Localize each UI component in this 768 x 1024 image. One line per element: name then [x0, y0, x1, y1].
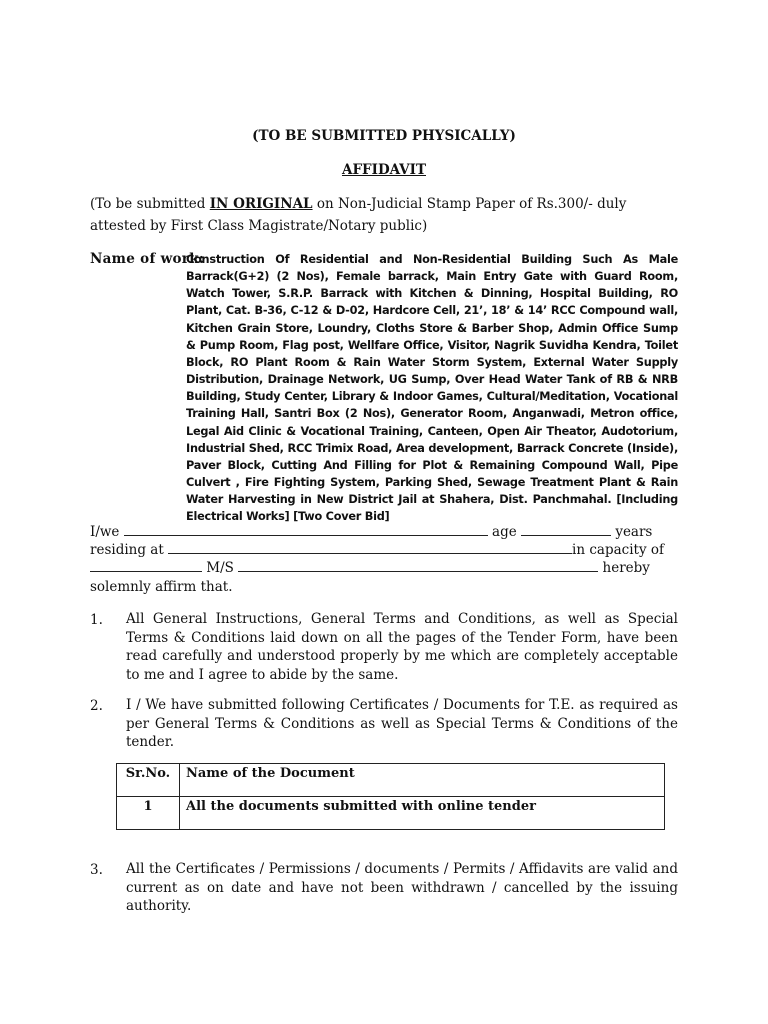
name-blank — [124, 523, 488, 536]
item-text: All the Certificates / Permissions / documents / Permits / Affidavits are valid and current as on date and have not been withdrawn / cancelled by the issuing authority. — [126, 861, 678, 915]
table-cell: All the documents submitted with online tender — [180, 797, 665, 830]
age-blank — [521, 523, 611, 536]
ms-label: M/S — [206, 560, 234, 576]
intro-paragraph — [90, 193, 630, 237]
residing-label: residing at — [90, 542, 164, 558]
residence-blank — [168, 541, 572, 554]
table-row — [117, 797, 665, 830]
submit-note: (TO BE SUBMITTED PHYSICALLY) — [252, 128, 516, 144]
item-text: All General Instructions, General Terms and Conditions, as well as Special Terms & Conditions laid down on all the pages of the Tender Form, have been read carefully and understood properly by me which are completely acceptable to me and I agree to abide by the same. — [126, 611, 678, 683]
item-number: 3. — [90, 862, 103, 878]
item-number: 2. — [90, 698, 103, 714]
firm-blank — [238, 559, 598, 572]
iwe-label: I/we — [90, 524, 120, 540]
years-label: years — [615, 524, 653, 540]
document-title: AFFIDAVIT — [342, 162, 426, 178]
table-header-cell: Sr.No. — [117, 764, 180, 797]
table-header-row — [117, 764, 665, 797]
intro-text-2: on Non-Judicial Stamp Paper of Rs.300/- duly attested by First Class Magistrate/Notary public) — [90, 196, 627, 234]
declaration-line-2 — [90, 541, 664, 559]
declaration-line-1 — [90, 523, 652, 541]
documents-table — [116, 763, 665, 830]
name-of-work-text: Construction Of Residential and Non-Residential Building Such As Male Barrack(G+2) (2 Nos), Female barrack, Main Entry Gate with Guard Room, Watch Tower, S.R.P. Barrack with Kitchen & Dinning, Hospital Building, RO Plant, Cat. B-36, C-12 & D-02, Hardcore Cell, 21’, 18’ & 14’ RCC Compound wall, Kitchen Grain Store, Loundry, Cloths Store & Barber Shop, Admin Office Sump & Pump Room, Flag post, Wellfare Office, Visitor, Nagrik Suvidha Kendra, Toilet Block, RO Plant Room & Rain Water Storm System, External Water Supply Distribution, Drainage Network, UG Sump, Over Head Water Tank of RB & NRB Building, Study Center, Library & Indoor Games, Cultural/Meditation, Vocational Training Hall, Santri Box (2 Nos), Generator Room, Anganwadi, Metron office, Legal Aid Clinic & Vocational Training, Canteen, Open Air Theator, Audotorium, Industrial Shed, RCC Trimix Road, Area development, Barrack Concrete (Inside), Paver Block, Cutting And Filling for Plot & Remaining Compound Wall, Pipe Culvert , Fire Fighting System, Parking Shed, Sewage Treatment Plant & Rain Water Harvesting in New District Jail at Shahera, Dist. Panchmahal. [Including Electrical Works] [Two Cover Bid] — [186, 253, 678, 524]
hereby-label: hereby — [602, 560, 650, 576]
table-header-cell: Name of the Document — [180, 764, 665, 797]
capacity-blank — [90, 559, 202, 572]
declaration-line-3 — [90, 559, 650, 577]
age-label: age — [492, 524, 517, 540]
intro-text-1: (To be submitted — [90, 196, 210, 212]
table-cell: 1 — [117, 797, 180, 830]
declaration-line-4: solemnly affirm that. — [90, 579, 233, 595]
capacity-label: in capacity of — [572, 542, 664, 558]
name-of-work-label: Name of work: — [90, 251, 205, 267]
intro-emphasis: IN ORIGINAL — [209, 196, 313, 212]
item-text: I / We have submitted following Certificates / Documents for T.E. as required as per General Terms & Conditions as well as Special Terms & Conditions of the tender. — [126, 697, 678, 751]
item-number: 1. — [90, 612, 103, 628]
